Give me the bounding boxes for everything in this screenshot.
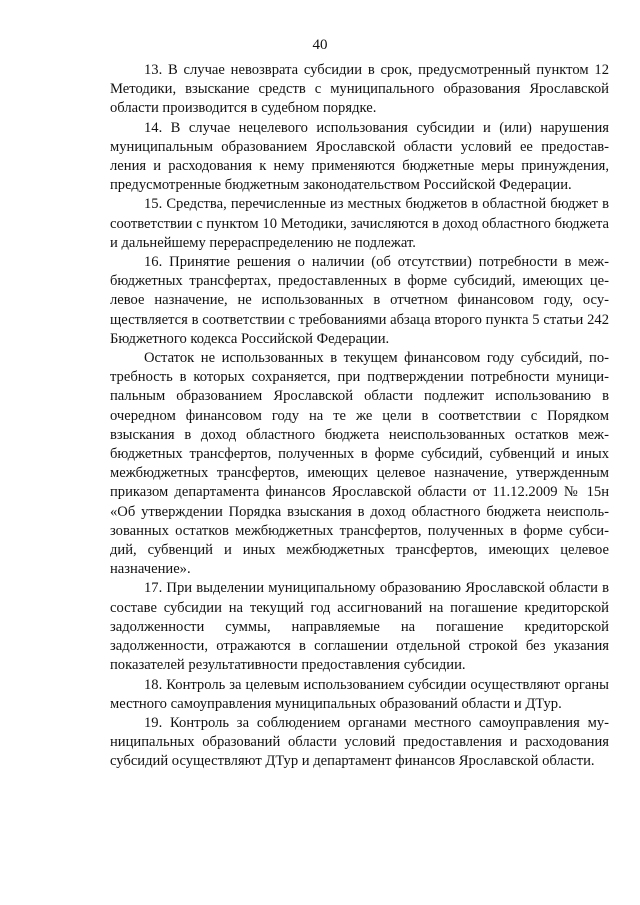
paragraph-15: 15. Средства, перечисленные из местных бюджетов в областной бюджет в соответствии с пунктом 10 Методики, зачисляются в доход областного бюджета и дальнейшему перераспределению не подлежат. xyxy=(110,196,609,251)
page-number: 40 xyxy=(312,37,328,53)
paragraph-16: 16. Принятие решения о наличии (об отсутствии) потребности в межбюджетных трансфертах, предоставленных в форме субсидий, имеющих целевое назначение, не использованных в отчетном финансовом году, осуществляется в соответствии с требованиями абзаца второго пункта 5 статьи 242 Бюджетного кодекса Российской Федерации. xyxy=(110,254,609,347)
document-body xyxy=(110,61,609,772)
paragraph-18: 18. Контроль за целевым использованием субсидии осуществляют органы местного самоуправления муниципальных образований области и ДТур. xyxy=(110,676,609,712)
paragraph-17: 17. При выделении муниципальному образованию Ярославской области в составе субсидии на текущий год ассигнований на погашение кредиторской задолженности суммы, направляемые на погашение кредиторской задолженности, отражаются в соглашении отдельной строкой без указания показателей результативности предоставления субсидии. xyxy=(110,580,609,674)
paragraph-19: 19. Контроль за соблюдением органами местного самоуправления муниципальных образований области условий предоставления и расходования субсидий осуществляют ДТур и департамент финансов Ярославской области. xyxy=(110,714,609,770)
paragraph-13: 13. В случае невозврата субсидии в срок, предусмотренный пунктом 12 Методики, взыскание средств с муниципального образования Ярославской области производится в судебном порядке. xyxy=(110,62,609,117)
paragraph-16-remainder: Остаток не использованных в текущем финансовом году субсидий, потребность в которых сохраняется, при подтверждении потребности муниципальным образованием Ярославской области подлежит использованию в очередном финансовом году на те же цели в соответствии с Порядком взыскания в доход областного бюджета неиспользованных остатков межбюджетных трансфертов, полученных в форме субсидий, субвенций и иных межбюджетных трансфертов, имеющих целевое назначение, утвержденным приказом департамента финансов Ярославской области от 11.12.2009 № 15н «Об утверждении Порядка взыскания в доход областного бюджета неиспользованных остатков межбюджетных трансфертов, полученных в форме субсидий, субвенций и иных межбюджетных трансфертов, имеющих целевое назначение». xyxy=(110,350,609,578)
paragraph-14: 14. В случае нецелевого использования субсидии и (или) нарушения муниципальным образованием Ярославской области условий ее предоставления и расходования к нему применяются бюджетные меры принуждения, предусмотренные бюджетным законодательством Российской Федерации. xyxy=(110,119,609,194)
